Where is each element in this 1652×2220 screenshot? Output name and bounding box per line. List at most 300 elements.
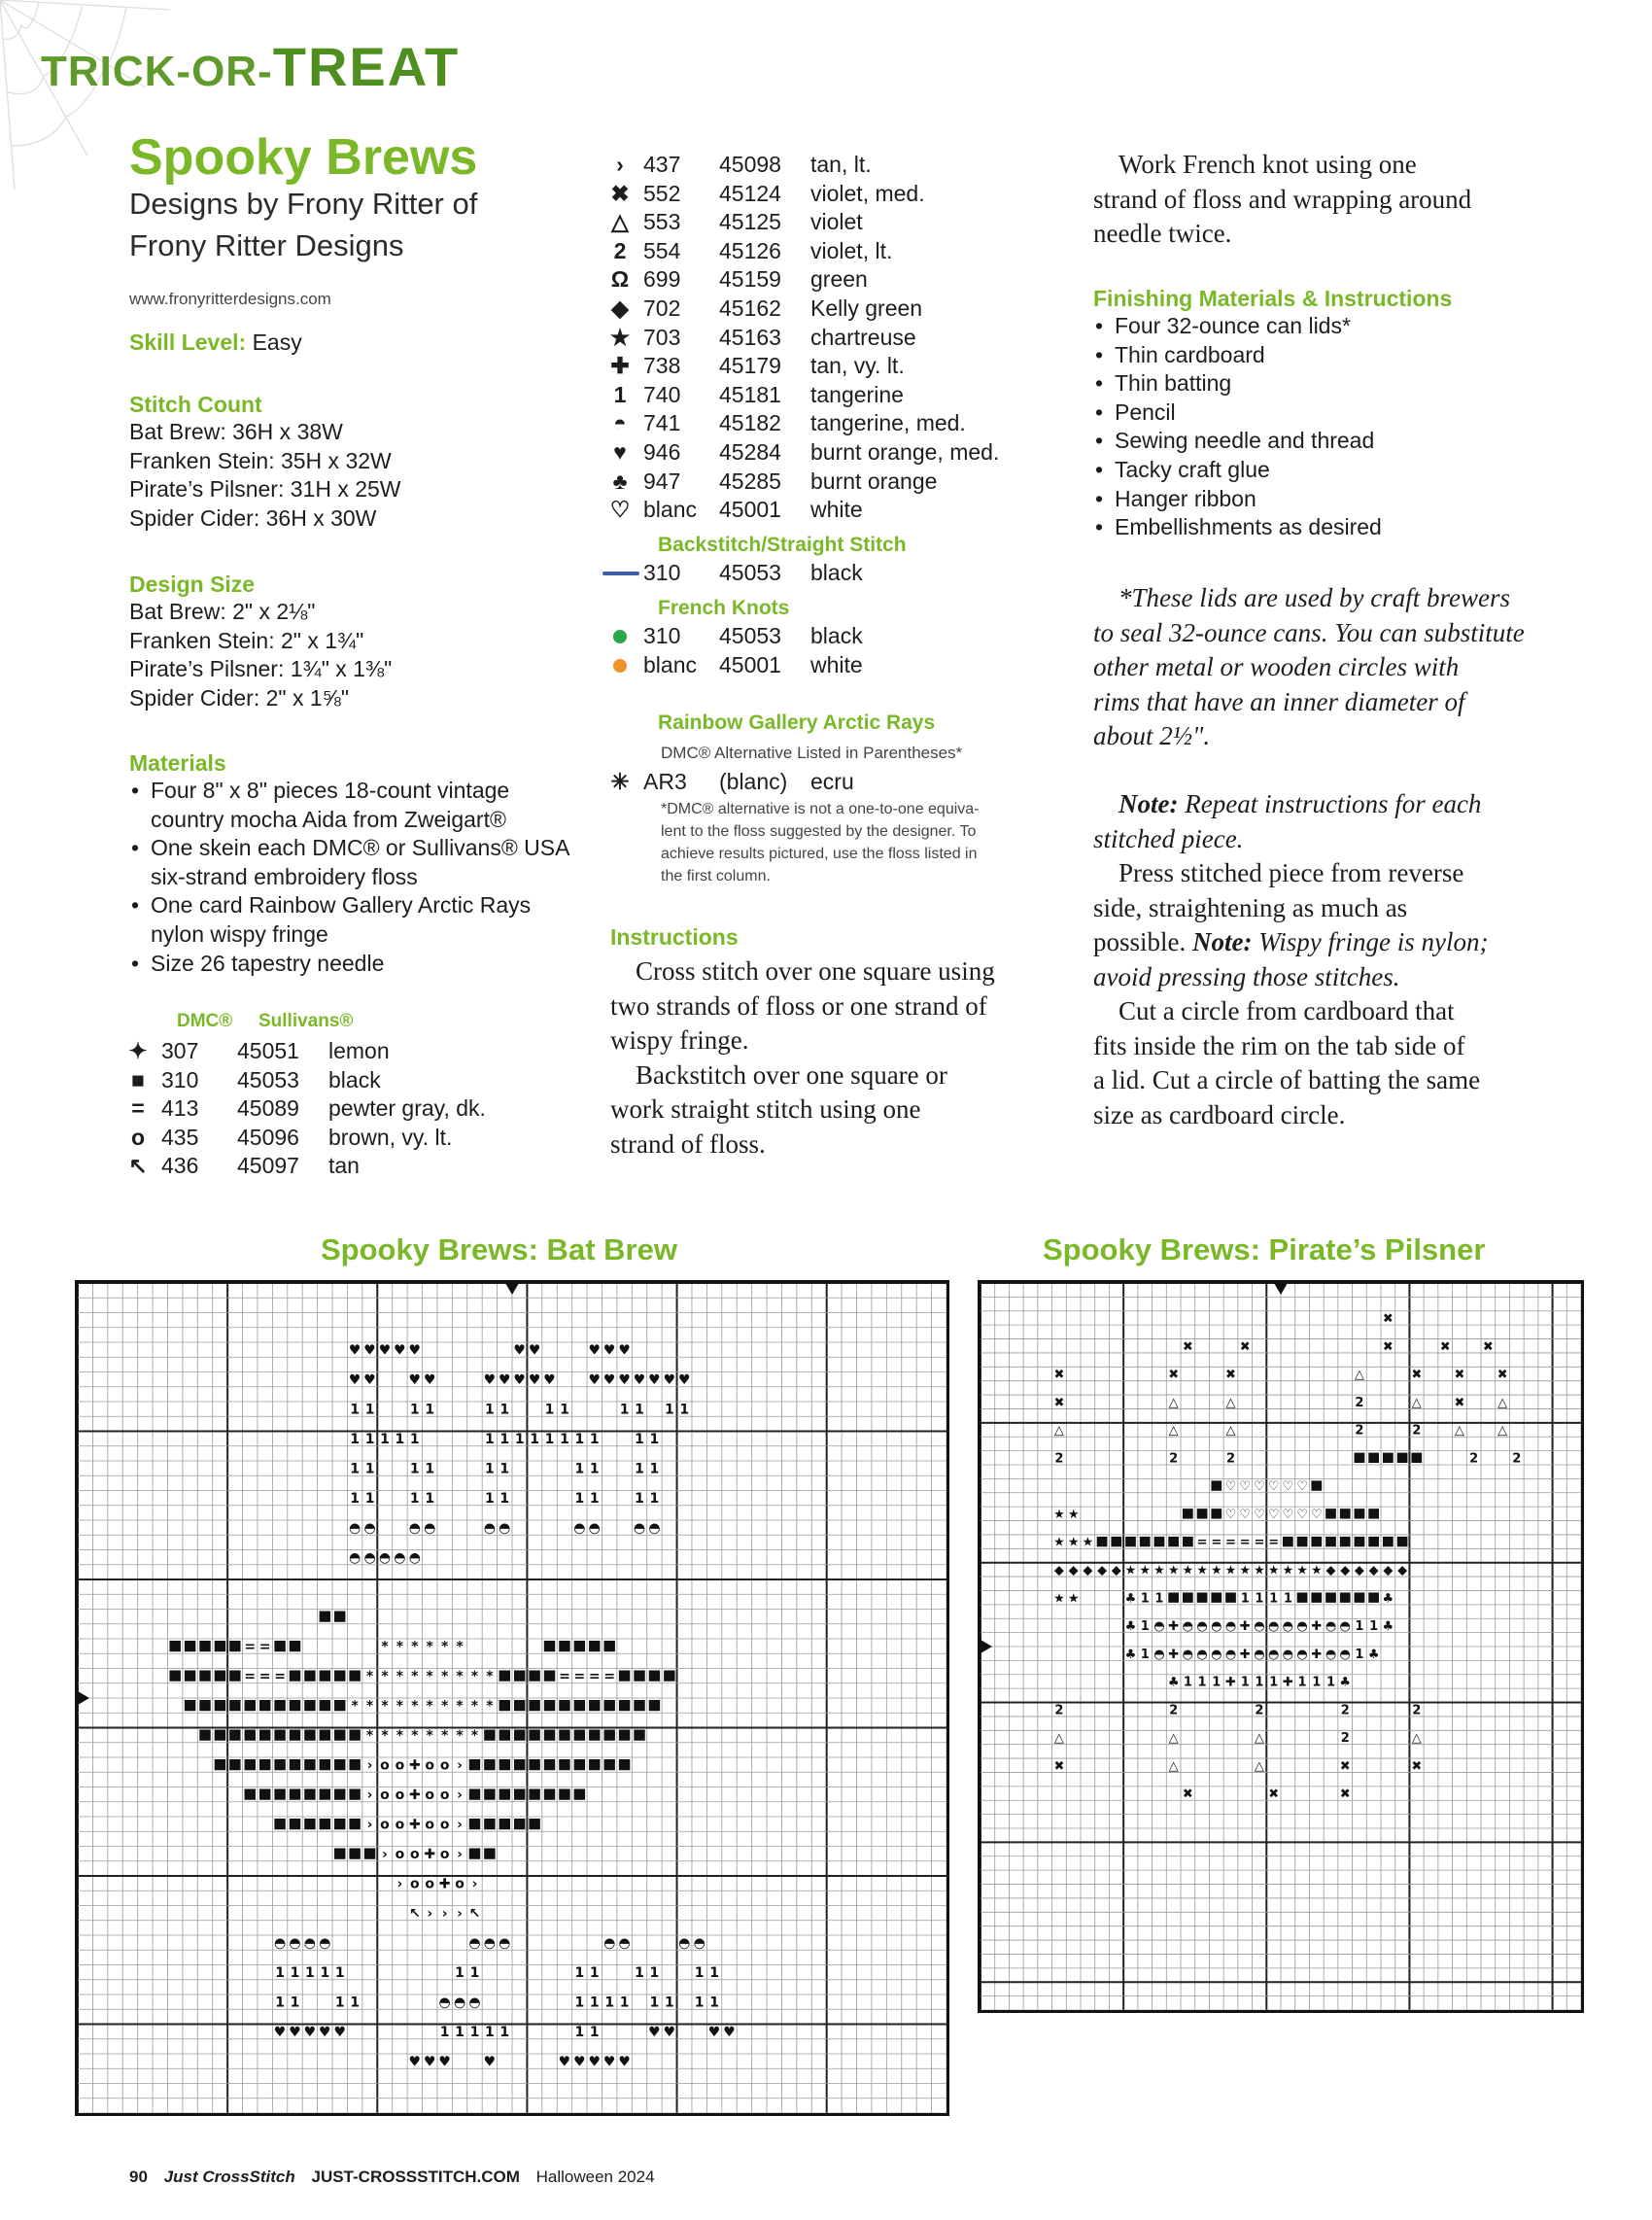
stitch-symbol: ◓ <box>499 1935 511 1952</box>
stitch-symbol: ◓ <box>499 1520 511 1537</box>
floss-row <box>597 438 999 468</box>
finishing-item: • Pencil <box>1093 399 1540 428</box>
stitch-symbol: 1 <box>1355 1647 1364 1662</box>
stitch-symbol: o <box>455 1876 465 1892</box>
stitch-cell <box>499 1759 510 1770</box>
stitch-symbol: ♡ <box>1224 1507 1237 1522</box>
stitch-symbol: ◓ <box>1224 1647 1237 1662</box>
stitch-symbol: ✚ <box>1225 1675 1236 1690</box>
floss-sullivans: 45051 <box>237 1038 299 1063</box>
stitch-cell <box>1297 1537 1308 1546</box>
stitch-cell <box>304 1700 315 1711</box>
stitch-cell <box>574 1759 585 1770</box>
stitch-symbol: ♥ <box>573 2054 586 2070</box>
floss-row <box>115 1037 486 1066</box>
stitch-cell <box>1297 1592 1308 1602</box>
stitch-symbol: ✖ <box>1053 1368 1065 1383</box>
stitch-symbol: 1 <box>275 1995 285 2011</box>
stitch-symbol: ◓ <box>648 1520 661 1537</box>
stitch-symbol: 2 <box>1169 1451 1179 1467</box>
stitch-cell <box>514 1819 525 1829</box>
floss-row <box>115 1152 486 1181</box>
floss-color-name: burnt orange <box>810 468 938 494</box>
stitch-symbol: * <box>456 1669 464 1685</box>
note-line: achieve results pictured, use the floss listed in <box>661 846 978 862</box>
stitch-symbol: ♣ <box>1167 1675 1180 1690</box>
stitch-symbol: 2 <box>1512 1451 1522 1467</box>
stitch-symbol: o <box>380 1817 390 1833</box>
floss-row <box>597 237 999 266</box>
stitch-cell <box>259 1759 270 1770</box>
floss-row <box>597 352 999 381</box>
stitch-symbol: ◓ <box>363 1550 376 1567</box>
stitch-symbol: ✖ <box>1239 1339 1251 1355</box>
stitch-symbol: 1 <box>635 1461 644 1477</box>
floss-color-name: tan, vy. lt. <box>810 353 905 379</box>
stitch-cell <box>514 1671 525 1682</box>
stitch-cell <box>1183 1592 1193 1602</box>
stitch-symbol: o <box>425 1876 435 1892</box>
note-rest: Repeat instructions for each <box>1178 789 1482 818</box>
stitch-symbol: ✖ <box>1182 1786 1193 1802</box>
stitch-cell <box>229 1730 240 1741</box>
stitch-symbol: 1 <box>709 1965 719 1982</box>
stitch-symbol: ✚ <box>408 1757 421 1774</box>
finishing-section <box>1093 286 1540 542</box>
stitch-symbol: ♥ <box>677 1372 691 1389</box>
stitch-cell <box>1355 1509 1365 1518</box>
lid-note-line: *These lids are used by craft brewers <box>1119 583 1510 612</box>
stitch-symbol: 1 <box>1140 1647 1150 1662</box>
stitch-symbol: ♥ <box>618 2054 631 2070</box>
stitch-symbol: ♣ <box>1124 1647 1137 1662</box>
stitch-symbol: 1 <box>1183 1675 1192 1690</box>
stitch-cell <box>589 1759 600 1770</box>
stitch-symbol: ♥ <box>618 1342 631 1359</box>
floss-symbol: △ <box>611 209 629 235</box>
stitch-cell <box>334 1730 345 1741</box>
stitch-symbol: 1 <box>530 1432 539 1448</box>
floss-dmc: 553 <box>643 209 681 235</box>
stitch-symbol: ♥ <box>273 2025 287 2041</box>
floss-symbol: 1 <box>613 381 627 407</box>
floss-dmc: 436 <box>161 1153 199 1179</box>
stitch-symbol: 1 <box>1269 1675 1279 1690</box>
stitch-symbol: ♥ <box>513 1372 526 1389</box>
stitch-symbol: ♥ <box>333 2025 347 2041</box>
knot-sullivans: 45053 <box>719 623 781 648</box>
design-size-line: Spider Cider: 2" x 1⅝" <box>129 684 349 711</box>
assembly-text <box>1093 787 1550 1132</box>
backstitch-color: black <box>810 560 863 585</box>
floss-color-name: pewter gray, dk. <box>328 1095 486 1122</box>
stitch-count-line: Bat Brew: 36H x 38W <box>129 419 343 444</box>
stitch-cell <box>589 1641 600 1651</box>
stitch-symbol: ♥ <box>528 1342 541 1359</box>
stitch-symbol: ★ <box>1254 1563 1265 1578</box>
stitch-cell <box>1125 1537 1136 1546</box>
stitch-cell <box>619 1759 630 1770</box>
bat-brew-chart-title: Spooky Brews: Bat Brew <box>321 1232 677 1266</box>
finishing-item: • Tacky craft glue <box>1093 456 1540 485</box>
note-line: *DMC® alternative is not a one-to-one equiva- <box>661 801 980 817</box>
floss-color-name: brown, vy. lt. <box>328 1124 453 1150</box>
stitch-symbol: ★ <box>1053 1535 1065 1550</box>
stitch-cell <box>215 1730 225 1741</box>
stitch-cell <box>559 1789 569 1800</box>
stitch-symbol: 2 <box>1225 1451 1236 1467</box>
stitch-symbol: 1 <box>589 1461 600 1477</box>
stitch-cell <box>559 1641 569 1651</box>
floss-symbol: ♡ <box>609 497 631 523</box>
stitch-symbol: = <box>588 1669 601 1685</box>
stitch-symbol: ♡ <box>1224 1479 1237 1495</box>
skill-level <box>129 329 302 358</box>
knot-green-dot-icon <box>597 622 643 651</box>
stitch-symbol: 2 <box>1054 1703 1064 1718</box>
stitch-symbol: › <box>382 1847 388 1863</box>
stitch-cell <box>1225 1592 1236 1602</box>
stitch-symbol: 1 <box>1240 1675 1250 1690</box>
stitch-symbol: ★ <box>1296 1563 1308 1578</box>
floss-row <box>597 468 999 497</box>
stitch-cell <box>1311 1480 1322 1490</box>
stitch-symbol: ♥ <box>588 1342 602 1359</box>
stitch-symbol: 1 <box>395 1432 405 1448</box>
stitch-symbol: * <box>365 1669 374 1685</box>
design-size-line: Franken Stein: 2" x 1¾" <box>129 627 364 653</box>
stitch-symbol: ★ <box>1167 1563 1180 1578</box>
stitch-symbol: 2 <box>1355 1423 1364 1439</box>
stitch-symbol: › <box>457 1817 463 1833</box>
stitch-cell <box>334 1671 345 1682</box>
note-rest: Wispy fringe is nylon; <box>1252 927 1489 956</box>
stitch-cell <box>469 1819 480 1829</box>
backstitch-dmc: 310 <box>643 560 681 585</box>
stitch-symbol: ◓ <box>1339 1619 1351 1635</box>
stitch-symbol: 1 <box>1355 1619 1364 1635</box>
stitch-symbol: 2 <box>1412 1703 1422 1718</box>
magazine-name: Just CrossStitch <box>163 2168 295 2186</box>
stitch-symbol: △ <box>1168 1758 1179 1774</box>
stitch-symbol: ♥ <box>648 1372 661 1389</box>
stitch-symbol: ◓ <box>303 1935 317 1952</box>
page-number: 90 <box>129 2168 148 2186</box>
floss-row <box>115 1094 486 1124</box>
floss-color-name: black <box>328 1066 381 1093</box>
rainbow-row <box>597 768 854 797</box>
stitch-symbol: 1 <box>1154 1591 1164 1607</box>
stitch-symbol: ♣ <box>1382 1619 1394 1635</box>
stitch-symbol: ✚ <box>408 1787 421 1804</box>
stitch-symbol: 1 <box>574 2025 585 2041</box>
stitch-cell <box>245 1700 256 1711</box>
stitch-symbol: ◓ <box>1296 1619 1308 1635</box>
stitch-cell <box>619 1671 630 1682</box>
stitch-cell <box>229 1671 240 1682</box>
stitch-symbol: ◓ <box>438 1995 451 2011</box>
stitch-symbol: * <box>426 1669 433 1685</box>
floss-dmc: 435 <box>161 1124 199 1150</box>
stitch-symbol: ♥ <box>663 2025 676 2041</box>
stitch-symbol: ◓ <box>468 1995 481 2011</box>
stitch-symbol: ✖ <box>1482 1339 1494 1355</box>
stitch-cell <box>1168 1537 1179 1546</box>
stitch-symbol: 1 <box>425 1402 435 1418</box>
french-knots-heading: French Knots <box>658 597 790 619</box>
stitch-cell <box>245 1789 256 1800</box>
materials-section <box>129 750 586 978</box>
stitch-symbol: ✖ <box>1339 1786 1351 1802</box>
stitch-symbol: 1 <box>409 1402 420 1418</box>
stitch-cell <box>469 1789 480 1800</box>
stitch-symbol: ✚ <box>1168 1647 1180 1662</box>
stitch-symbol: › <box>366 1757 373 1774</box>
stitch-cell <box>603 1641 614 1651</box>
stitch-symbol: ♥ <box>348 1342 361 1359</box>
floss-dmc: 310 <box>161 1066 199 1093</box>
stitch-symbol: ◓ <box>363 1520 376 1537</box>
stitch-symbol: ◓ <box>378 1550 392 1567</box>
floss-symbol: › <box>616 152 624 177</box>
bat-brew-chart <box>75 1280 949 2116</box>
floss-symbol: Ω <box>610 266 630 293</box>
stitch-cell <box>589 1730 600 1741</box>
stitch-symbol: 1 <box>589 1965 600 1982</box>
stitch-cell <box>1283 1537 1293 1546</box>
stitch-symbol: o <box>409 1847 420 1863</box>
stitch-symbol: 2 <box>1469 1451 1479 1467</box>
stitch-symbol: 1 <box>679 1402 690 1418</box>
floss-dmc: 552 <box>643 180 681 206</box>
stitch-symbol: △ <box>1168 1731 1179 1747</box>
stitch-cell <box>634 1730 644 1741</box>
stitch-symbol: * <box>486 1698 494 1715</box>
stitch-symbol: ♥ <box>303 2025 317 2041</box>
stitch-symbol: 1 <box>694 1995 705 2011</box>
text-line: needle twice. <box>1093 219 1232 248</box>
stitch-cell <box>1140 1537 1151 1546</box>
stitch-symbol: ♣ <box>1124 1619 1137 1635</box>
stitch-symbol: ♥ <box>723 2025 736 2041</box>
stitch-cell <box>544 1641 555 1651</box>
floss-row <box>115 1066 486 1095</box>
stitch-symbol: 1 <box>1325 1675 1336 1690</box>
stitch-cell <box>529 1700 539 1711</box>
stitch-symbol: 1 <box>619 1995 630 2011</box>
stitch-symbol: ♥ <box>558 2054 571 2070</box>
lid-note-line: other metal or wooden circles with <box>1093 652 1460 681</box>
stitch-symbol: 1 <box>485 1402 495 1418</box>
stitch-symbol: * <box>456 1698 464 1715</box>
stitch-symbol: ◓ <box>408 1520 421 1537</box>
floss-symbol: ◆ <box>611 295 629 321</box>
stitch-symbol: 1 <box>455 2025 465 2041</box>
stitch-symbol: 1 <box>604 1995 615 2011</box>
center-marker <box>78 1691 89 1705</box>
stitch-symbol: 1 <box>694 1965 705 1982</box>
stitch-symbol: = <box>573 1669 586 1685</box>
stitch-cell <box>320 1819 330 1829</box>
floss-color-name: tangerine, med. <box>810 410 966 436</box>
stitch-cell <box>229 1759 240 1770</box>
stitch-symbol: = <box>1225 1535 1236 1550</box>
stitch-cell <box>290 1730 300 1741</box>
stitch-symbol: ◆ <box>1354 1563 1364 1578</box>
stitch-cell <box>320 1730 330 1741</box>
knot-sullivans: 45001 <box>719 651 781 677</box>
stitch-symbol: 1 <box>1255 1591 1264 1607</box>
stitch-cell <box>514 1789 525 1800</box>
stitch-cell <box>320 1700 330 1711</box>
floss-dmc: 946 <box>643 438 681 465</box>
stitch-symbol: ◓ <box>1325 1647 1337 1662</box>
stitch-symbol: 1 <box>649 1965 660 1982</box>
stitch-symbol: 1 <box>635 1965 644 1982</box>
material-item: • Four 8" x 8" pieces 18-count vintage country mocha Aida from Zweigart® <box>129 777 586 834</box>
stitch-cell <box>559 1700 569 1711</box>
floss-symbol: ♥ <box>613 438 627 465</box>
stitch-symbol: ★ <box>1239 1563 1252 1578</box>
stitch-symbol: ◆ <box>1053 1563 1064 1578</box>
stitch-cell <box>469 1849 480 1859</box>
stitch-cell <box>320 1671 330 1682</box>
stitch-count-line: Franken Stein: 35H x 32W <box>129 447 392 473</box>
stitch-symbol: ✖ <box>1268 1786 1280 1802</box>
stitch-symbol: 1 <box>350 1491 361 1508</box>
stitch-symbol: △ <box>1411 1731 1422 1747</box>
rainbow-alt: (blanc) <box>719 769 788 794</box>
page-title: Spooky Brews <box>129 129 478 186</box>
backstitch-heading: Backstitch/Straight Stitch <box>658 534 907 556</box>
stitch-symbol: * <box>486 1669 494 1685</box>
stitch-symbol: ✚ <box>408 1817 421 1833</box>
stitch-cell <box>574 1789 585 1800</box>
stitch-symbol: o <box>439 1847 450 1863</box>
stitch-symbol: 1 <box>455 1965 465 1982</box>
floss-sullivans: 45125 <box>719 209 781 235</box>
stitch-symbol: ★ <box>1082 1535 1094 1550</box>
stitch-cell <box>259 1789 270 1800</box>
stitch-symbol: ♡ <box>1267 1479 1280 1495</box>
stitch-symbol: ♥ <box>394 1342 406 1359</box>
stitch-symbol: o <box>425 1817 435 1833</box>
stitch-symbol: o <box>395 1817 405 1833</box>
stitch-symbol: 1 <box>544 1402 555 1418</box>
stitch-symbol: 1 <box>1255 1675 1264 1690</box>
skill-value: Easy <box>252 330 302 355</box>
stitch-cell <box>185 1641 195 1651</box>
stitch-symbol: ◓ <box>483 1520 496 1537</box>
cut-line: a lid. Cut a circle of batting the same <box>1093 1065 1481 1094</box>
floss-symbol: ◓ <box>613 410 627 436</box>
cut-line: fits inside the rim on the tab side of <box>1093 1030 1465 1060</box>
stitch-cell <box>544 1789 555 1800</box>
stitch-symbol: 1 <box>574 1965 585 1982</box>
stitch-symbol: 1 <box>305 1965 315 1982</box>
stitch-symbol: › <box>471 1876 478 1892</box>
stitch-symbol: ◓ <box>1339 1647 1351 1662</box>
stitch-symbol: ◓ <box>424 1520 436 1537</box>
stitch-cell <box>215 1671 225 1682</box>
floss-symbol: ■ <box>131 1066 145 1093</box>
stitch-symbol: ◓ <box>1296 1647 1308 1662</box>
stitch-symbol: * <box>470 1698 479 1715</box>
stitch-cell <box>484 1849 495 1859</box>
stitch-cell <box>1325 1592 1336 1602</box>
stitch-cell <box>1355 1537 1365 1546</box>
stitch-cell <box>215 1700 225 1711</box>
stitch-symbol: 1 <box>275 1965 285 1982</box>
floss-dmc: 554 <box>643 237 681 263</box>
stitch-cell <box>215 1759 225 1770</box>
stitch-symbol: ✚ <box>1239 1647 1251 1662</box>
stitch-symbol: ✖ <box>1411 1758 1423 1774</box>
note-label: Note: <box>1192 927 1253 956</box>
stitch-cell <box>274 1819 285 1829</box>
stitch-symbol: › <box>441 1906 448 1923</box>
finishing-item: • Four 32-ounce can lids* <box>1093 312 1540 341</box>
floss-row <box>597 265 999 295</box>
stitch-cell <box>169 1641 180 1651</box>
floss-sullivans: 45053 <box>237 1066 299 1093</box>
stitch-symbol: ★ <box>1067 1535 1080 1550</box>
stitch-symbol: 1 <box>409 1491 420 1508</box>
stitch-symbol: ♥ <box>363 1372 376 1389</box>
stitch-cell <box>259 1700 270 1711</box>
stitch-cell <box>619 1730 630 1741</box>
stitch-symbol: ♥ <box>602 1372 616 1389</box>
stitch-cell <box>529 1819 539 1829</box>
stitch-cell <box>514 1730 525 1741</box>
stitch-symbol: ♡ <box>1254 1479 1265 1495</box>
stitch-cell <box>274 1789 285 1800</box>
stitch-symbol: ◓ <box>618 1935 631 1952</box>
stitch-symbol: △ <box>1354 1368 1364 1383</box>
stitch-cell <box>199 1700 210 1711</box>
stitch-cell <box>290 1671 300 1682</box>
rainbow-symbol: ✳ <box>610 769 630 794</box>
floss-dmc: 699 <box>643 266 681 293</box>
floss-sullivans: 45097 <box>237 1153 299 1179</box>
stitch-cell <box>274 1759 285 1770</box>
stitch-symbol: ◓ <box>1254 1647 1265 1662</box>
stitch-cell <box>199 1730 210 1741</box>
design-size-line: Pirate’s Pilsner: 1¾" x 1⅜" <box>129 656 393 682</box>
stitch-symbol: ★ <box>1124 1563 1137 1578</box>
stitch-cell <box>603 1730 614 1741</box>
stitch-symbol: * <box>396 1698 404 1715</box>
stitch-cell <box>349 1759 360 1770</box>
stitch-symbol: 2 <box>1054 1451 1064 1467</box>
stitch-count-line: Spider Cider: 36H x 30W <box>129 504 377 531</box>
press-note-line-2: avoid pressing those stitches. <box>1093 961 1400 991</box>
floss-row <box>597 151 999 180</box>
issue-name: Halloween 2024 <box>535 2168 655 2186</box>
stitch-count-section <box>129 392 401 533</box>
stitch-cell <box>484 1789 495 1800</box>
stitch-cell <box>1197 1509 1208 1518</box>
stitch-symbol: ◓ <box>603 1935 616 1952</box>
stitch-cell <box>274 1730 285 1741</box>
stitch-cell <box>274 1641 285 1651</box>
backstitch-row <box>597 559 863 588</box>
stitch-symbol: ★ <box>1153 1563 1165 1578</box>
stitch-symbol: 1 <box>439 2025 450 2041</box>
stitch-cell <box>529 1730 539 1741</box>
cut-line: size as cardboard circle. <box>1093 1099 1346 1129</box>
stitch-symbol: 1 <box>1283 1591 1292 1607</box>
